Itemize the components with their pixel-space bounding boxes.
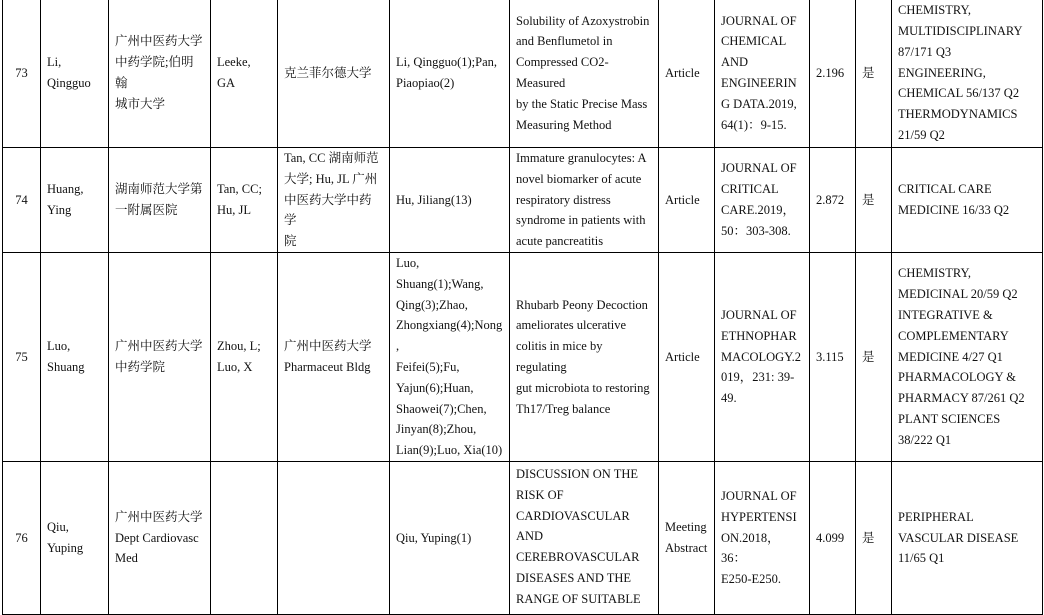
paper-title: Solubility of Azoxystrobin and Benflumetol in Compressed CO2-Measured by the Static Precise Mass Measuring Method	[510, 0, 659, 148]
paper-title: Rhubarb Peony Decoction ameliorates ulcerative colitis in mice by regulating gut microbiota to restoring Th17/Treg balance	[510, 253, 659, 462]
corresponding-author: Zhou, L; Luo, X	[211, 253, 278, 462]
journal-source: JOURNAL OF CHEMICAL AND ENGINEERIN G DATA.2019, 64(1)：9-15.	[715, 0, 810, 148]
impact-factor: 2.872	[810, 148, 856, 253]
flag-cell: 是	[856, 253, 892, 462]
corresponding-author-institution: Tan, CC 湖南师范 大学; Hu, JL 广州 中医药大学中药学 院	[278, 148, 390, 253]
row-number: 74	[3, 148, 41, 253]
journal-source: JOURNAL OF HYPERTENSI ON.2018，36： E250-E250.	[715, 461, 810, 614]
first-author: Li, Qingguo	[41, 0, 109, 148]
flag-cell: 是	[856, 0, 892, 148]
first-author-institution: 广州中医药大学 中药学院	[109, 253, 211, 462]
corresponding-author-institution: 广州中医药大学 Pharmaceut Bldg	[278, 253, 390, 462]
table-row	[3, 148, 1043, 253]
first-author-institution: 湖南师范大学第 一附属医院	[109, 148, 211, 253]
document-type: Article	[659, 148, 715, 253]
author-list: Qiu, Yuping(1)	[390, 461, 510, 614]
flag-cell: 是	[856, 148, 892, 253]
table-row	[3, 253, 1043, 462]
row-number: 73	[3, 0, 41, 148]
subject-category: CRITICAL CARE MEDICINE 16/33 Q2	[892, 148, 1043, 253]
row-number: 76	[3, 461, 41, 614]
author-list: Luo, Shuang(1);Wang, Qing(3);Zhao, Zhongxiang(4);Nong, Feifei(5);Fu, Yajun(6);Huan, Shaowei(7);Chen, Jinyan(8);Zhou, Lian(9);Luo, Xia(10)	[390, 253, 510, 462]
paper-title: Immature granulocytes: A novel biomarker of acute respiratory distress syndrome in patients with acute pancreatitis	[510, 148, 659, 253]
first-author-institution: 广州中医药大学 Dept Cardiovasc Med	[109, 461, 211, 614]
journal-source: JOURNAL OF ETHNOPHAR MACOLOGY.2 019，231: 39-49.	[715, 253, 810, 462]
first-author-institution: 广州中医药大学 中药学院;伯明翰 城市大学	[109, 0, 211, 148]
first-author: Huang, Ying	[41, 148, 109, 253]
corresponding-author-institution	[278, 461, 390, 614]
document-type: Article	[659, 0, 715, 148]
subject-category: PERIPHERAL VASCULAR DISEASE 11/65 Q1	[892, 461, 1043, 614]
subject-category: CHEMISTRY, MULTIDISCIPLINARY 87/171 Q3 ENGINEERING, CHEMICAL 56/137 Q2 THERMODYNAMICS 21/59 Q2	[892, 0, 1043, 148]
paper-title: DISCUSSION ON THE RISK OF CARDIOVASCULAR AND CEREBROVASCULAR DISEASES AND THE RANGE OF SUITABLE	[510, 461, 659, 614]
corresponding-author: Tan, CC; Hu, JL	[211, 148, 278, 253]
corresponding-author	[211, 461, 278, 614]
subject-category: CHEMISTRY, MEDICINAL 20/59 Q2 INTEGRATIVE & COMPLEMENTARY MEDICINE 4/27 Q1 PHARMACOLOGY & PHARMACY 87/261 Q2 PLANT SCIENCES 38/222 Q1	[892, 253, 1043, 462]
journal-source: JOURNAL OF CRITICAL CARE.2019， 50：303-308.	[715, 148, 810, 253]
corresponding-author-institution: 克兰菲尔德大学	[278, 0, 390, 148]
table-row	[3, 461, 1043, 614]
impact-factor: 2.196	[810, 0, 856, 148]
author-list: Li, Qingguo(1);Pan, Piaopiao(2)	[390, 0, 510, 148]
first-author: Qiu, Yuping	[41, 461, 109, 614]
flag-cell: 是	[856, 461, 892, 614]
impact-factor: 4.099	[810, 461, 856, 614]
document-type: Article	[659, 253, 715, 462]
author-list: Hu, Jiliang(13)	[390, 148, 510, 253]
first-author: Luo, Shuang	[41, 253, 109, 462]
table-row	[3, 0, 1043, 148]
corresponding-author: Leeke, GA	[211, 0, 278, 148]
row-number: 75	[3, 253, 41, 462]
publication-table	[2, 0, 1043, 615]
document-type: Meeting Abstract	[659, 461, 715, 614]
impact-factor: 3.115	[810, 253, 856, 462]
